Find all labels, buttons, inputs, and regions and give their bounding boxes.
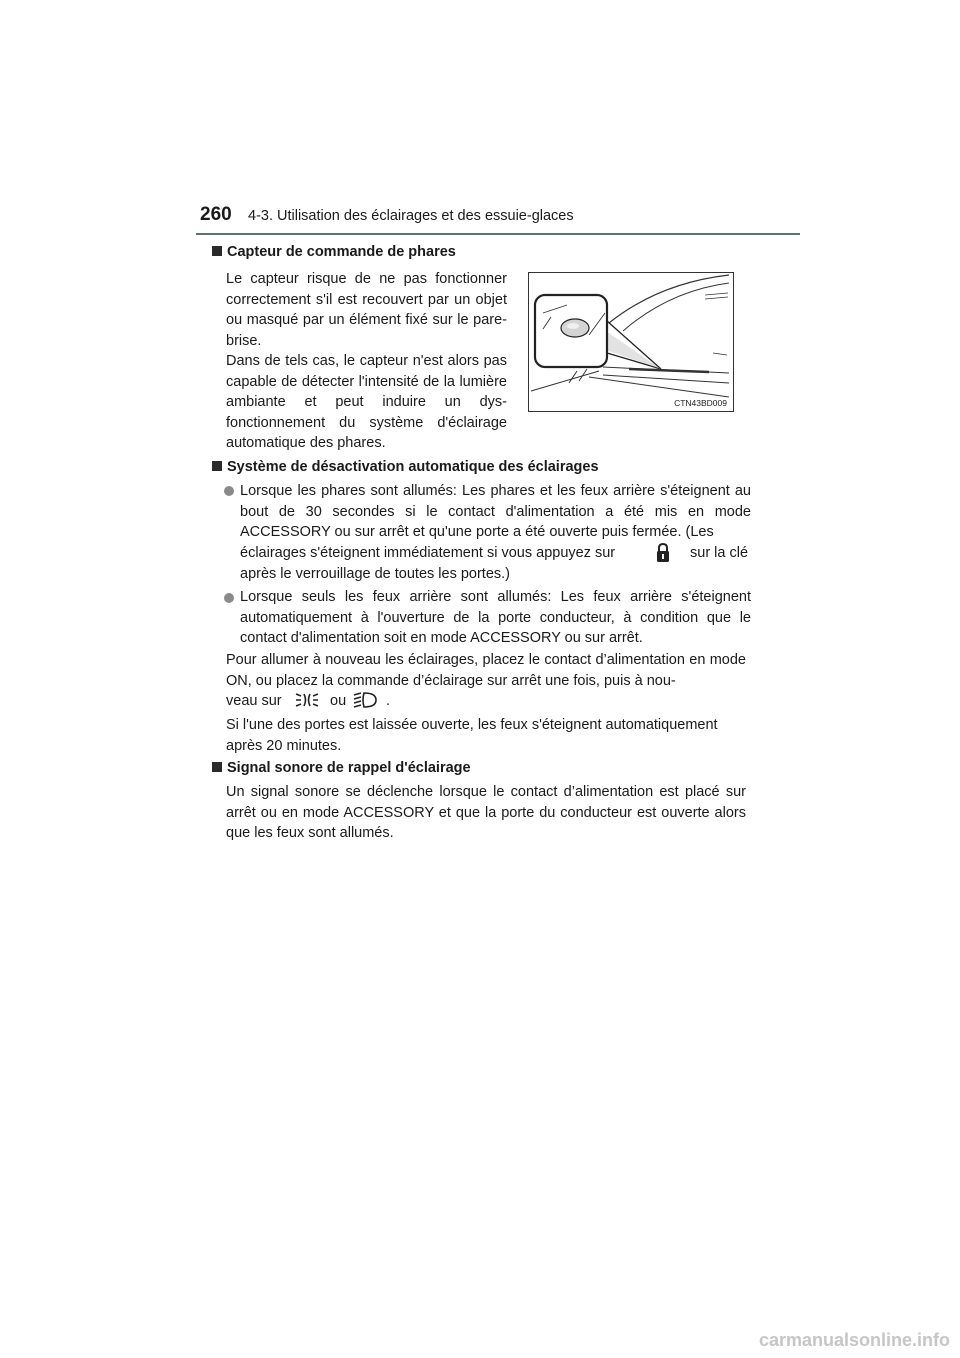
- section-heading-auto-off: [212, 459, 599, 475]
- sensor-figure: [528, 272, 734, 412]
- auto-off-paragraph-1-line3-start: veau sur: [226, 693, 282, 709]
- lock-icon: [654, 542, 672, 564]
- section-heading-sensor: [212, 244, 456, 260]
- auto-off-bullet-1-line4-start: éclairages s'éteignent immédiatement si vous appuyez sur: [240, 545, 616, 561]
- page-number: 260: [200, 204, 232, 225]
- headlight-icon: [352, 690, 378, 710]
- auto-off-bullet-1-line4-end: sur la clé: [690, 545, 749, 561]
- auto-off-paragraph-1-line3-middle: ou: [330, 693, 347, 709]
- auto-off-bullet-2: Lorsque seuls les feux arrière sont allumés: Les feux arrière s'éteignent automatiquement à l'ouverture de la porte conducteur, à condition que le contact d'alimentation soit en mode ACCESSORY ou sur arrêt.: [240, 589, 751, 646]
- section-heading-auto-off-text: Système de désactivation automatique des éclairages: [227, 459, 599, 475]
- square-bullet-icon: [212, 461, 222, 471]
- square-bullet-icon: [212, 762, 222, 772]
- reminder-paragraph: Un signal sonore se déclenche lorsque le contact d’alimentation est placé sur arrêt ou en mode ACCESSORY et que la porte du conducteur est ouverte alors que les feux sont allumés.: [226, 784, 746, 841]
- header-rule: [196, 233, 800, 235]
- windshield-sensor-illustration: [529, 273, 733, 411]
- auto-off-paragraph-1: Pour allumer à nouveau les éclairages, placez le contact d’alimentation en mode ON, ou placez la commande d’éclairage sur arrêt une fois, puis à nou-: [226, 652, 746, 689]
- figure-code: CTN43BD009: [674, 398, 727, 408]
- round-bullet-icon: [224, 593, 234, 603]
- auto-off-bullet-1-line5: après le verrouillage de toutes les portes.): [240, 566, 511, 582]
- auto-off-bullet-1: Lorsque les phares sont allumés: Les phares et les feux arrière s'éteignent au bout de 30 secondes si le contact d'alimentation a été mis en mode ACCESSORY ou sur arrêt et qu'une porte a été ouverte puis fermée. (Les: [240, 483, 751, 540]
- auto-off-paragraph-2: Si l'une des portes est laissée ouverte, les feux s'éteignent automatiquement après 20 minutes.: [226, 717, 718, 754]
- chapter-title: 4-3. Utilisation des éclairages et des essuie-glaces: [248, 208, 574, 224]
- section-heading-sensor-text: Capteur de commande de phares: [227, 244, 456, 260]
- sensor-paragraph-1: Le capteur risque de ne pas fonctionner correctement s'il est recouvert par un objet ou masqué par un élément fixé sur le pare-brise.: [226, 271, 507, 349]
- section-heading-reminder-text: Signal sonore de rappel d'éclairage: [227, 760, 471, 776]
- round-bullet-icon: [224, 486, 234, 496]
- section-heading-reminder: [212, 760, 471, 776]
- square-bullet-icon: [212, 246, 222, 256]
- sensor-paragraph-2: Dans de tels cas, le capteur n'est alors pas capable de détecter l'intensité de la lumière ambiante et peut induire un dys-fonctionnement du système d'éclairage automatique des phares.: [226, 353, 507, 451]
- auto-off-paragraph-1-line3-end: .: [386, 693, 391, 709]
- watermark: carmanualsonline.info: [758, 1330, 950, 1350]
- tail-light-icon: [294, 690, 320, 710]
